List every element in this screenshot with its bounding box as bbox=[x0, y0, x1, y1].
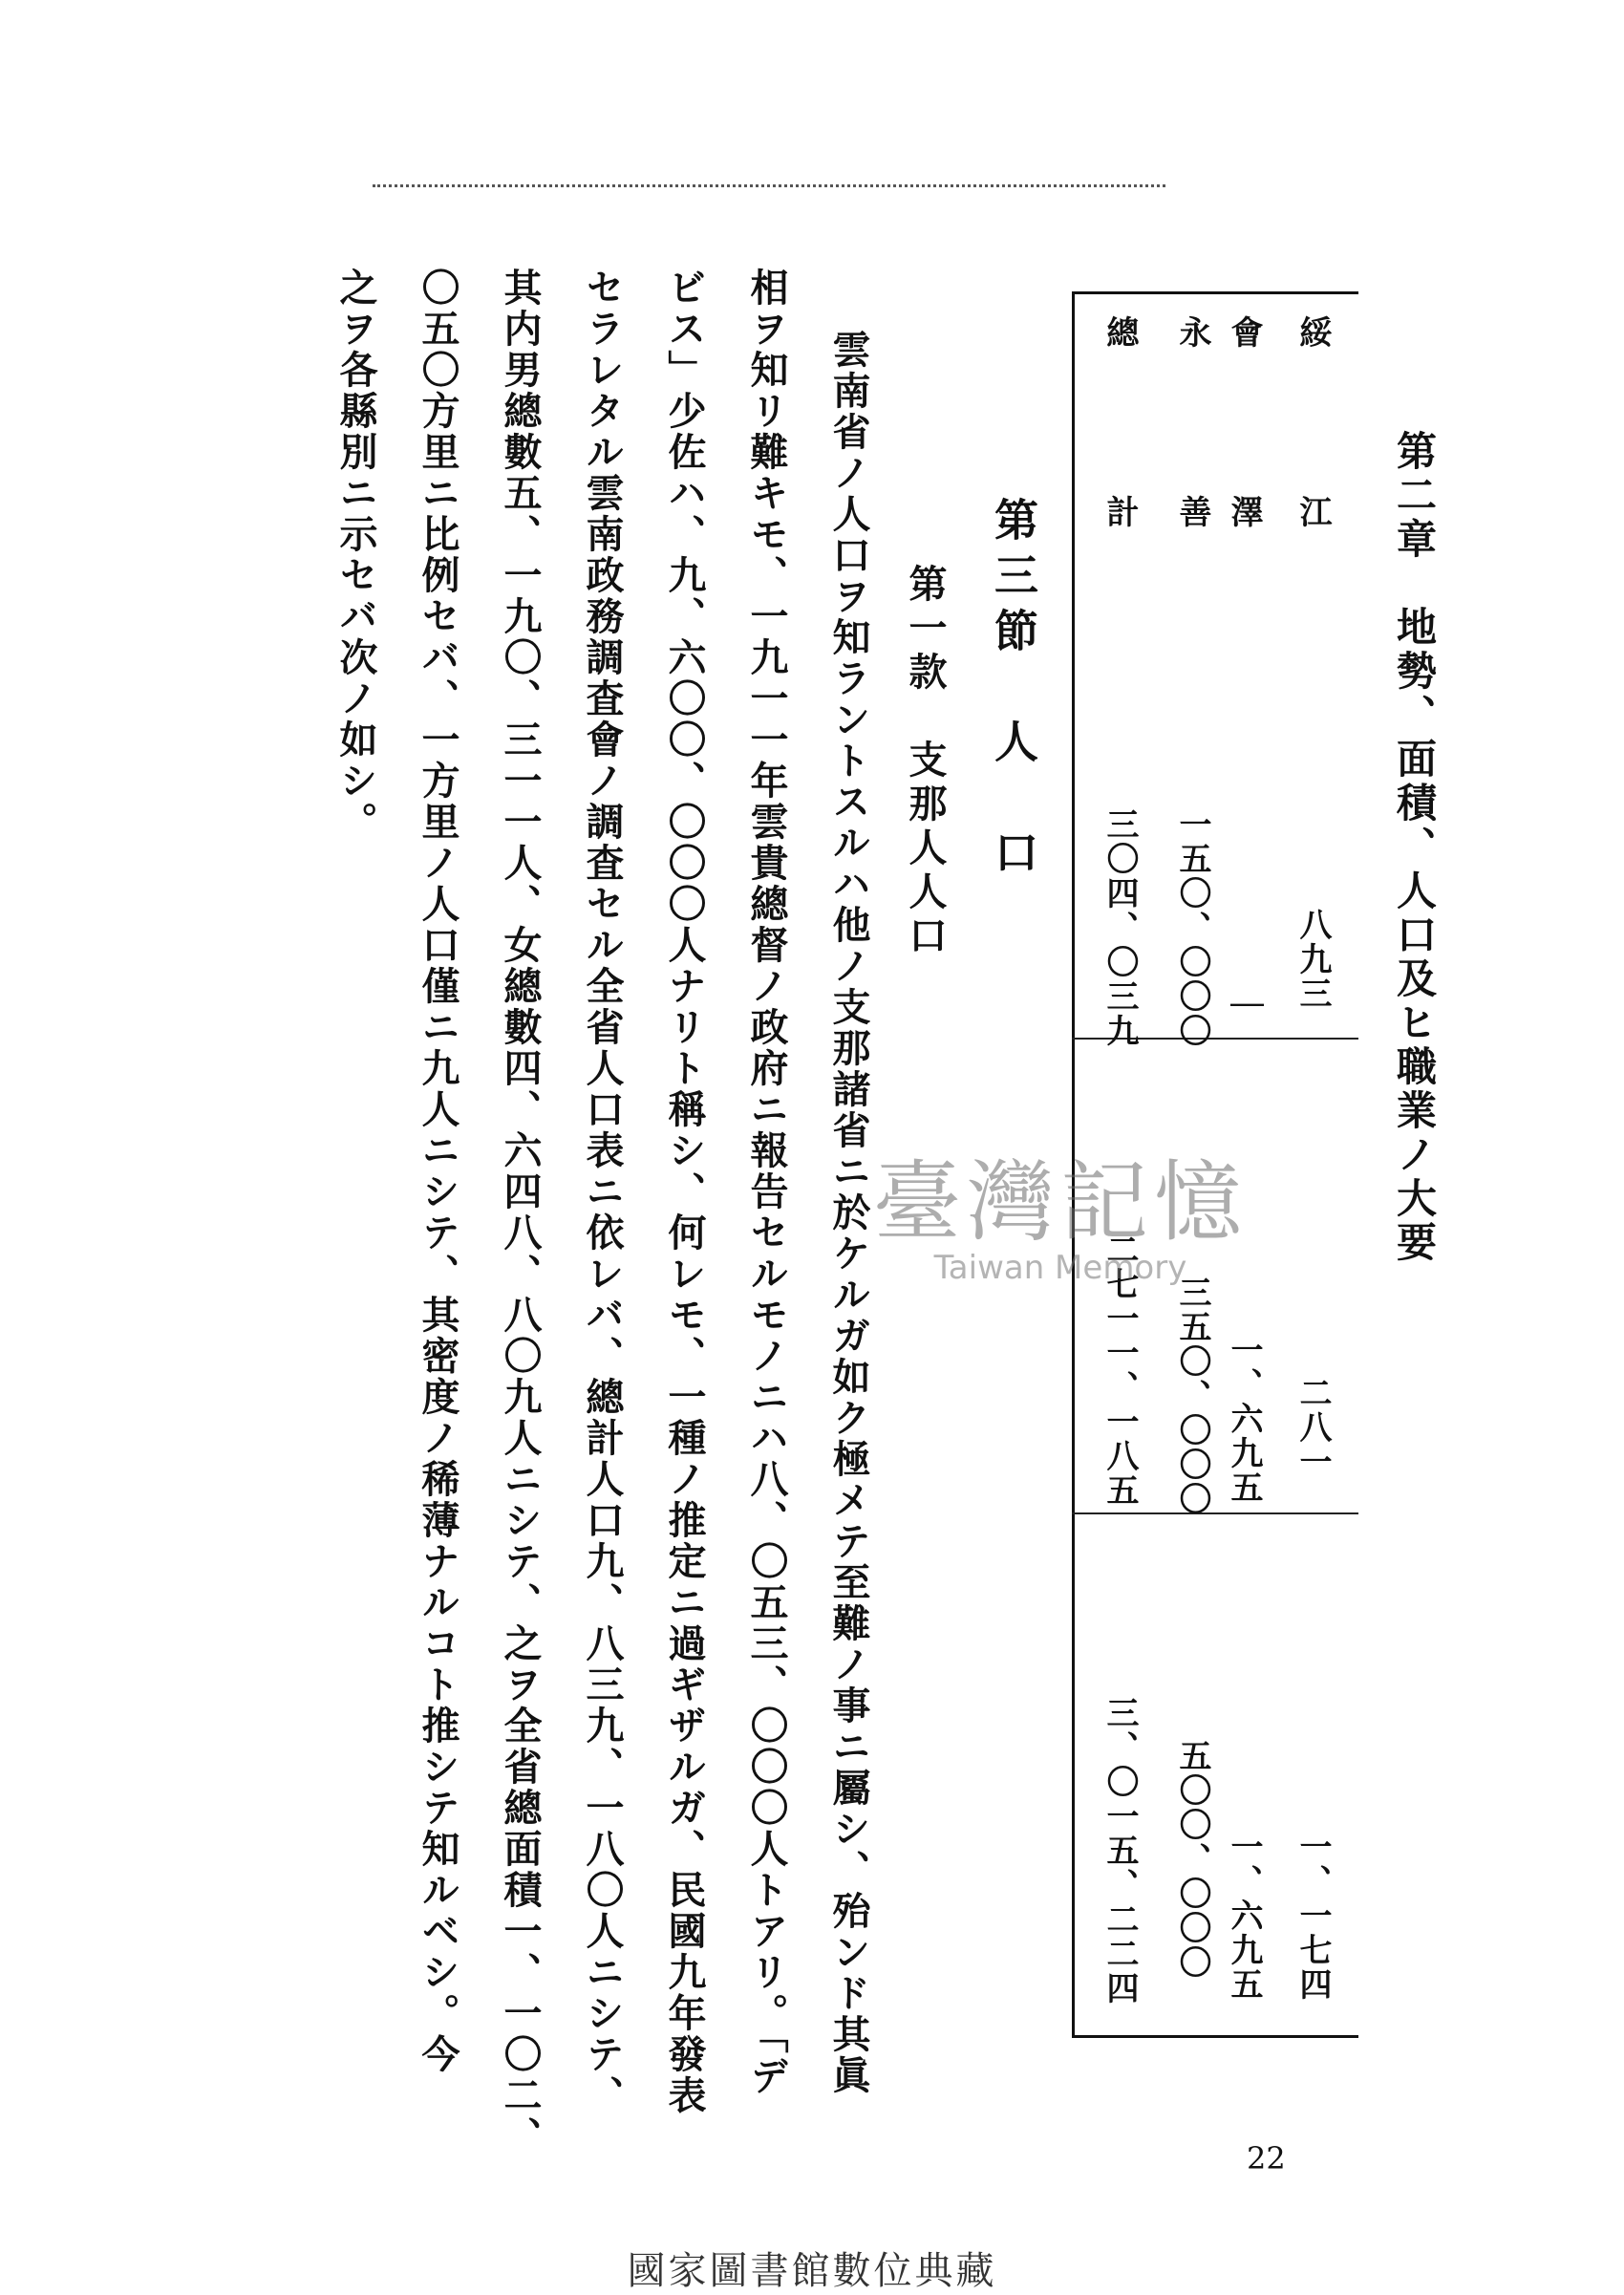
top-dotted-rule bbox=[373, 184, 1165, 187]
table-cell: 五〇〇、〇〇〇 bbox=[1173, 1739, 1211, 1980]
table-row-label: 綏 江 bbox=[1293, 315, 1332, 585]
table-row-label: 總 計 bbox=[1100, 315, 1139, 585]
watermark-english: Taiwan Memory bbox=[933, 1249, 1187, 1287]
body-line: 〇五〇方里ニ比例セバ、一方里ノ人口僅ニ九人ニシテ、其密度ノ稀薄ナルコト推シテ知ルベシ。今 bbox=[416, 268, 460, 2075]
table-cell: 一、六九五 bbox=[1225, 1830, 1263, 2002]
page-number: 22 bbox=[1247, 2140, 1286, 2177]
table-cell: 一、六九五 bbox=[1225, 1333, 1263, 1505]
table-row-label: 永 善 bbox=[1173, 315, 1211, 585]
table-cell: 三〇四、〇三九 bbox=[1100, 807, 1139, 1048]
running-head: 第二章 地勢、面積、人口及ヒ職業ノ大要 bbox=[1391, 430, 1438, 1265]
table-top-rule bbox=[1072, 291, 1358, 294]
table-cell: 一、一七四 bbox=[1293, 1830, 1332, 2002]
footer-credit: 國家圖書館數位典藏 bbox=[627, 2249, 997, 2293]
body-line: 之ヲ各縣別ニ示セバ次ノ如シ。 bbox=[333, 268, 378, 843]
table-cell: ｜ bbox=[1225, 989, 1263, 1023]
watermark-logo bbox=[812, 1132, 1309, 1287]
watermark-chinese: 臺灣記憶 bbox=[872, 1151, 1248, 1254]
body-line: セラレタル雲南政務調査會ノ調査セル全省人口表ニ依レバ、總計人口九、八三九、一八〇人ニシテ、 bbox=[580, 268, 625, 2116]
table-cell: 二八一 bbox=[1293, 1376, 1332, 1479]
body-line: 其内男總數五、一九〇、三一一人、女總數四、六四八、八〇九人ニシテ、之ヲ全省總面積一、一〇二、 bbox=[498, 268, 543, 2157]
subsection-title: 第一款 支那人人口 bbox=[903, 564, 948, 959]
table-bottom-rule bbox=[1072, 2035, 1358, 2038]
table-cell: 三、〇一五、二二四 bbox=[1100, 1696, 1139, 2005]
table-cell: 三五〇、〇〇〇 bbox=[1173, 1276, 1211, 1516]
table-cell: 八九三 bbox=[1293, 908, 1332, 1011]
section-title: 第三節 人 口 bbox=[988, 497, 1039, 885]
body-line: 相ヲ知リ難キモ、一九一一年雲貴總督ノ政府ニ報告セルモノニハ八、〇五三、〇〇〇人トアリ。「デ bbox=[744, 268, 789, 2097]
body-line: ビス」少佐ハ、九、六〇〇、〇〇〇人ナリト稱シ、何レモ、一種ノ推定ニ過ギザルガ、民國九年發表 bbox=[662, 268, 707, 2116]
body-line: 雲南省ノ人口ヲ知ラントスルハ他ノ支那諸省ニ於ケルガ如ク極メテ至難ノ事ニ屬シ、殆ンド其眞 bbox=[826, 330, 871, 2096]
table-cell: 二七一一、一八五 bbox=[1100, 1233, 1139, 1508]
table-row-label: 會 澤 bbox=[1225, 315, 1263, 585]
table-cell: 一五〇、〇〇〇 bbox=[1173, 807, 1211, 1048]
